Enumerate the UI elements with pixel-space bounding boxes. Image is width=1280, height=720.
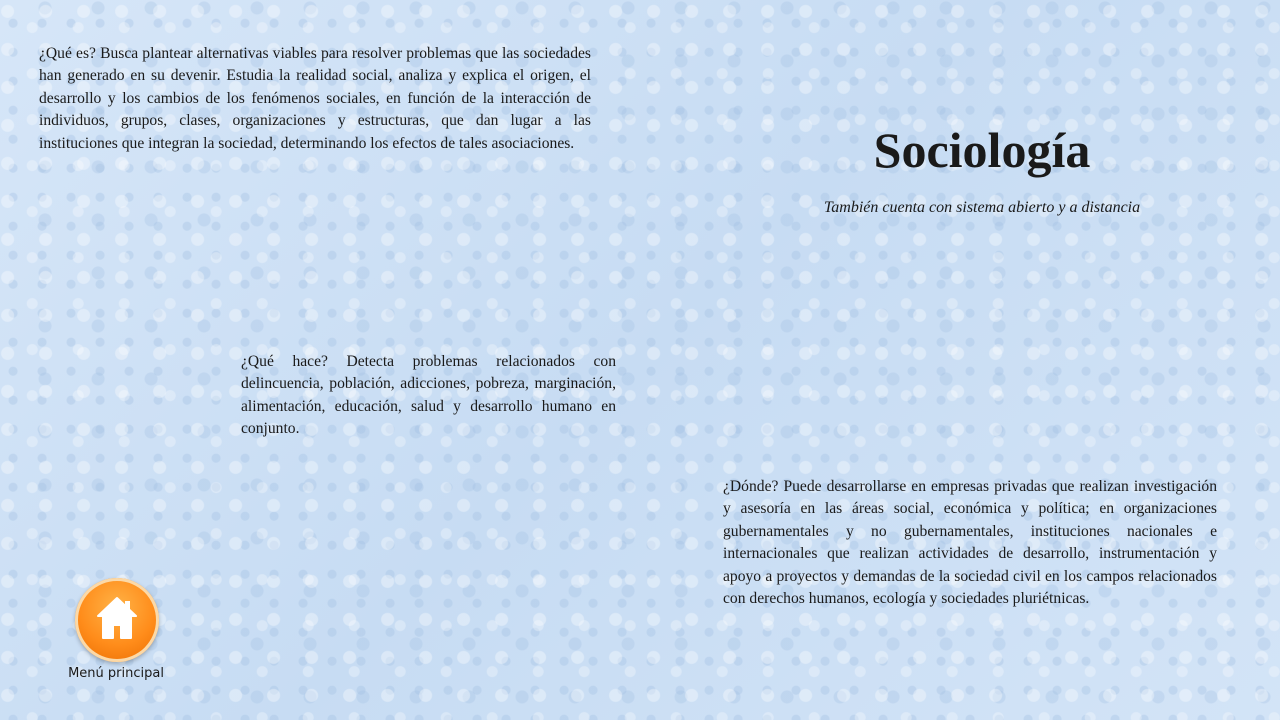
home-button-label[interactable]: Menú principal bbox=[68, 666, 164, 681]
page-title: Sociología bbox=[873, 122, 1091, 178]
home-icon bbox=[95, 595, 139, 641]
page-subtitle: También cuenta con sistema abierto y a distancia bbox=[823, 199, 1141, 216]
que-es-paragraph: ¿Qué es? Busca plantear alternativas viables para resolver problemas que las sociedades han generado en su devenir. Estudia la realidad social, analiza y explica el origen, el desarrollo y los cambios de los fenómenos sociales, en función de la interacción de individuos, grupos, clases, organizaciones y estructuras, que dan lugar a las instituciones que integran la sociedad, determinando los efectos de tales asociaciones. bbox=[39, 45, 591, 152]
home-button[interactable] bbox=[75, 578, 159, 662]
que-hace-paragraph: ¿Qué hace? Detecta problemas relacionados con delincuencia, población, adicciones, pobreza, marginación, alimentación, educación, salud y desarrollo humano en conjunto. bbox=[241, 353, 616, 438]
donde-paragraph: ¿Dónde? Puede desarrollarse en empresas privadas que realizan investigación y asesoría en las áreas social, económica y política; en organizaciones gubernamentales y no gubernamentales, instituciones nacionales e internacionales que realizan actividades de desarrollo, instrumentación y apoyo a proyectos y demandas de la sociedad civil en los campos relacionados con derechos humanos, ecología y sociedades pluriétnicas. bbox=[723, 478, 1217, 608]
